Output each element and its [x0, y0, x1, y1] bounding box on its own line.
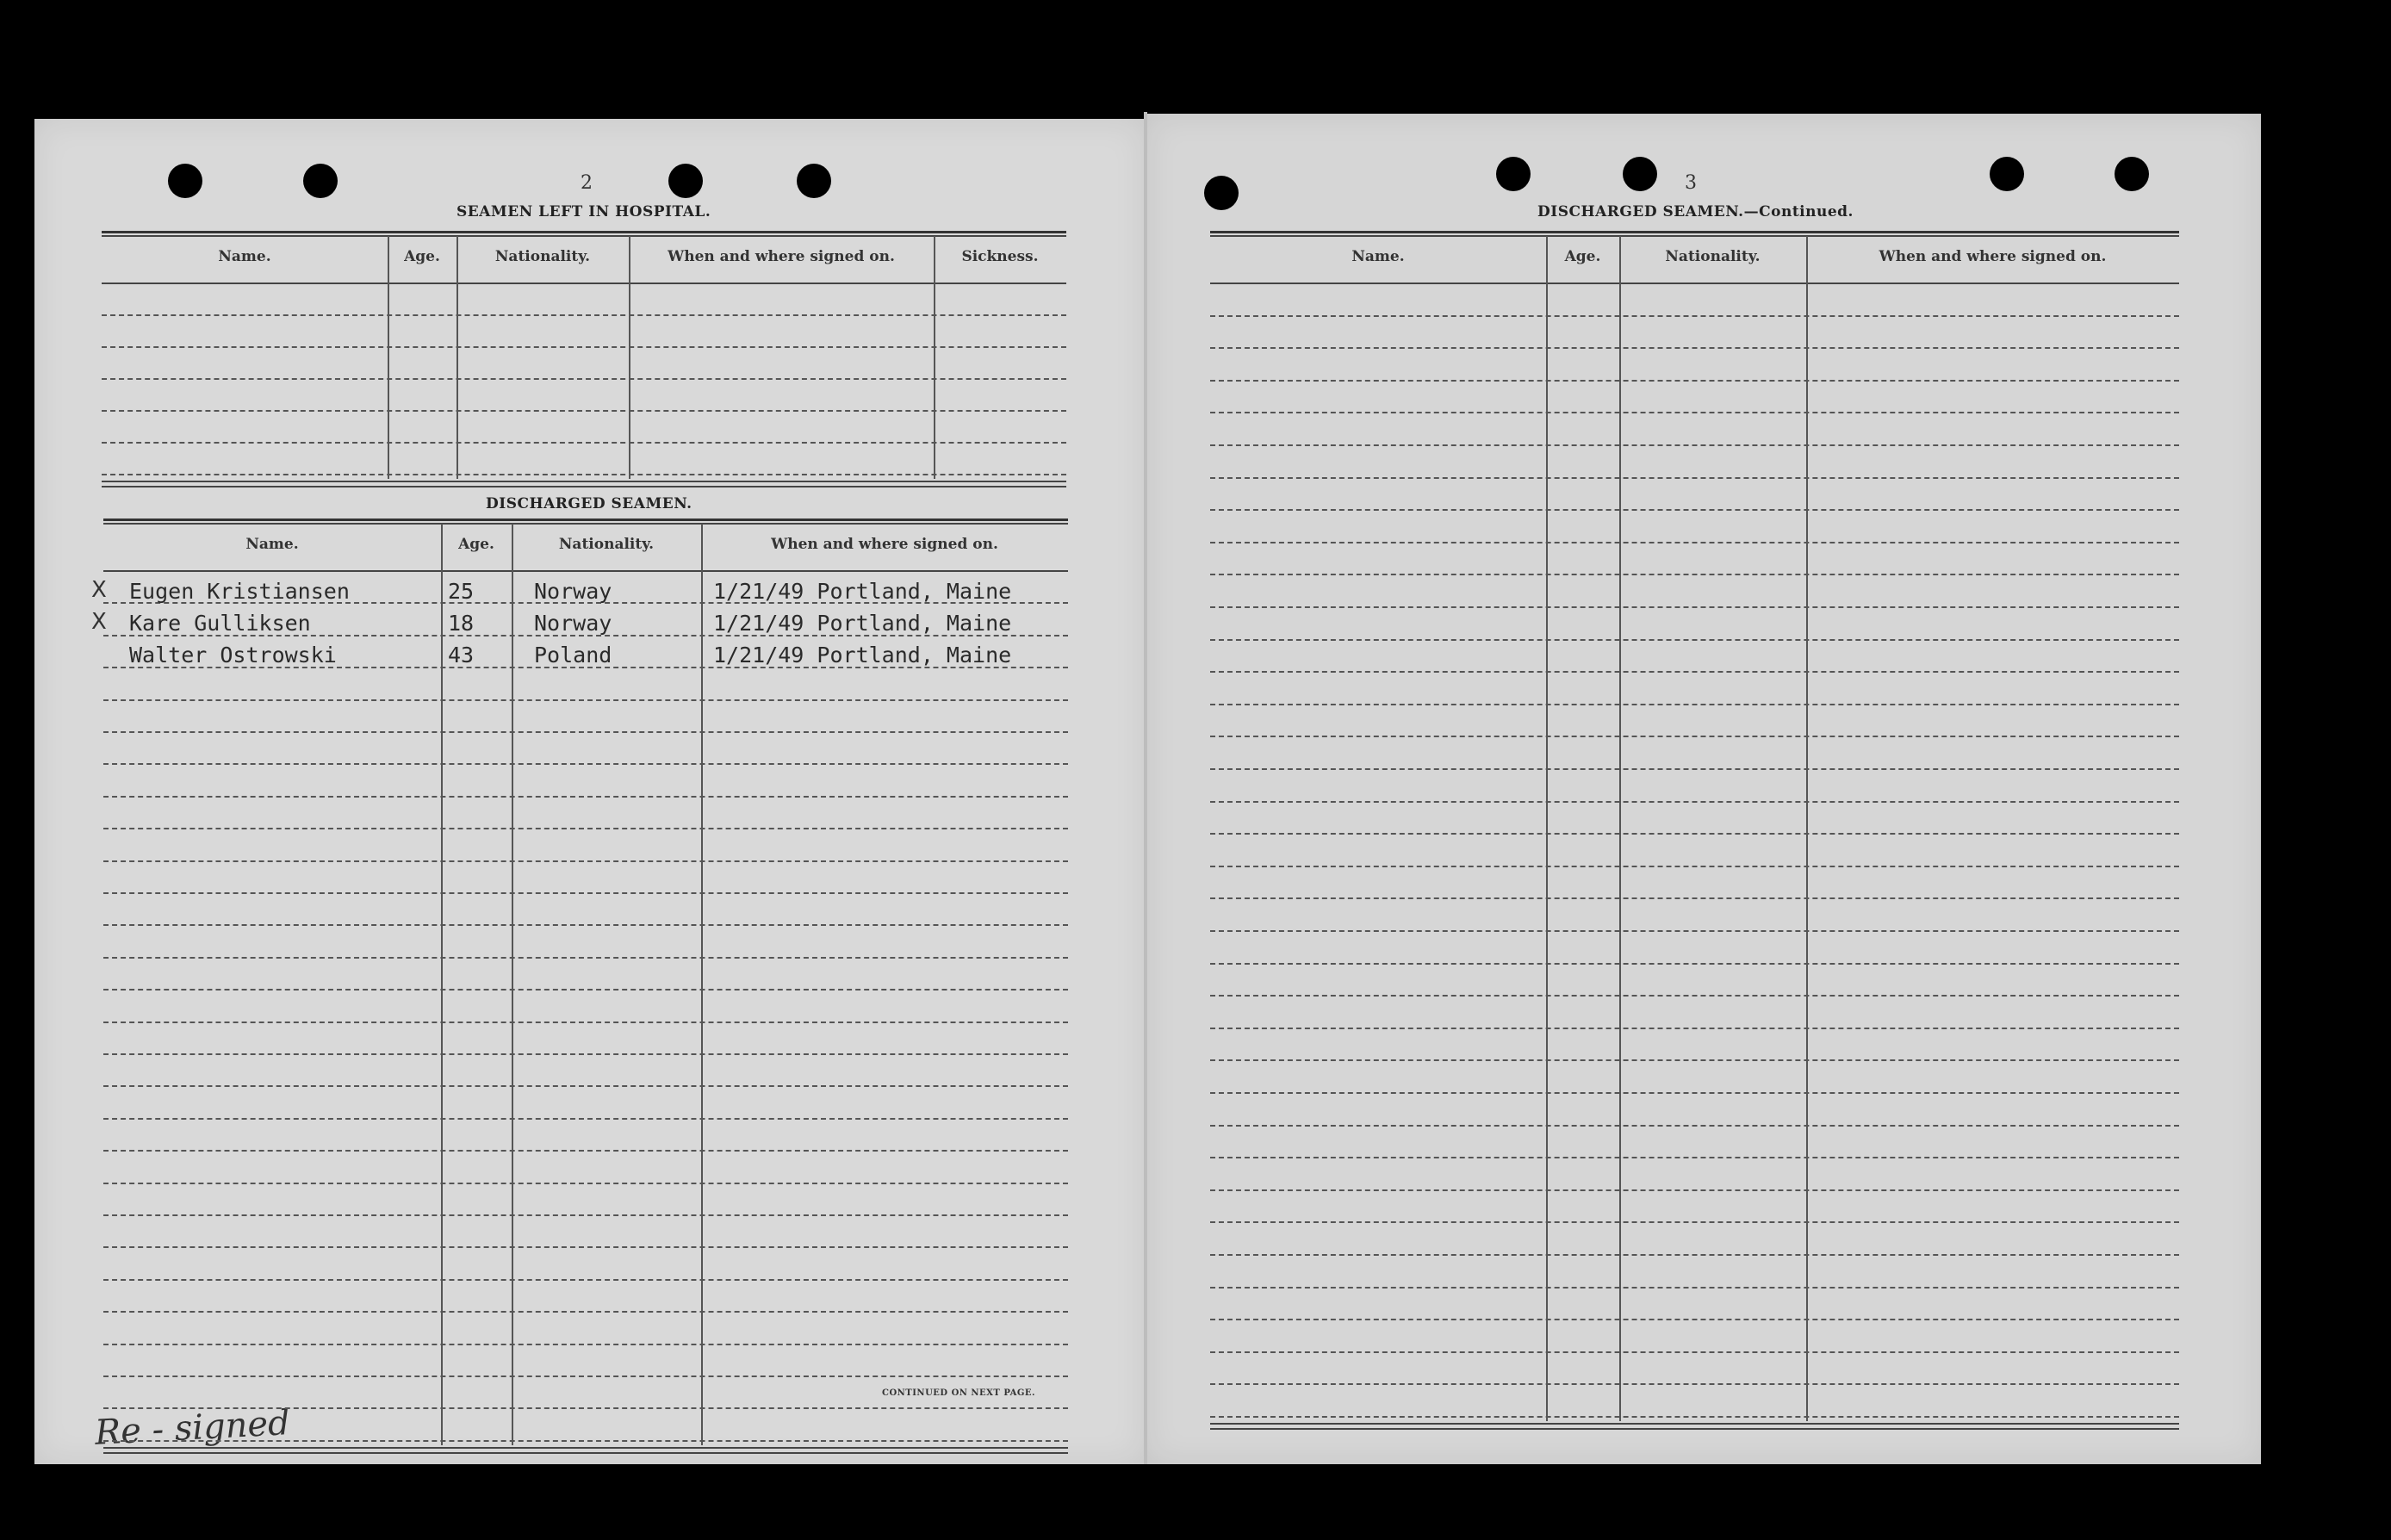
discharged-table-row-line [103, 1246, 1068, 1248]
punch-hole [668, 164, 703, 198]
discharged-continued-table-row-line [1210, 671, 2179, 673]
discharged-table-row-line [103, 1311, 1068, 1313]
discharged-table-top-rule [103, 519, 1068, 521]
discharged-continued-table-column-header: Name. [1351, 248, 1405, 265]
discharged-continued-table-column-header: When and where signed on. [1879, 248, 2107, 265]
discharged-continued-table-row-line [1210, 833, 2179, 835]
discharged-continued-table-column-divider [1619, 236, 1621, 1421]
seaman-nationality: Norway [534, 579, 612, 604]
discharged-continued-table-row-line [1210, 347, 2179, 349]
discharged-continued-table-row-line [1210, 509, 2179, 511]
hospital-table-bottom-rule [102, 486, 1066, 487]
discharged-continued-table-row-line [1210, 1287, 2179, 1289]
hospital-table-row-line [102, 442, 1066, 444]
discharge-check-mark: X [91, 577, 107, 603]
discharged-table-row-line [103, 1279, 1068, 1281]
discharged-continued-table-row-line [1210, 542, 2179, 543]
discharged-table-row-line [103, 731, 1068, 733]
discharged-continued-table-row-line [1210, 930, 2179, 932]
discharged-table-row-line [103, 699, 1068, 701]
discharged-table-bottom-rule [103, 1447, 1068, 1449]
discharged-table-row-line [103, 1118, 1068, 1120]
discharged-continued-table-row-line [1210, 380, 2179, 382]
punch-hole [2115, 157, 2149, 191]
handwritten-note: Re - signed [93, 1403, 291, 1453]
discharged-continued-table-row-line [1210, 315, 2179, 317]
hospital-table-row-line [102, 378, 1066, 380]
discharged-table-column-divider [441, 524, 443, 1445]
discharged-continued-table-row-line [1210, 1254, 2179, 1256]
discharged-table-row-line [103, 1053, 1068, 1055]
discharged-continued-table-row-line [1210, 1351, 2179, 1353]
discharged-continued-table-row-line [1210, 801, 2179, 803]
punch-hole [1623, 157, 1657, 191]
discharged-continued-table-column-header: Age. [1564, 248, 1601, 265]
discharged-table-row-line [103, 1214, 1068, 1216]
hospital-table-row-line [102, 410, 1066, 412]
discharged-continued-table-row-line [1210, 1028, 2179, 1029]
discharged-continued-table-row-line [1210, 736, 2179, 737]
discharged-table-row-line [103, 1183, 1068, 1184]
discharged-continued-table-row-line [1210, 1157, 2179, 1158]
hospital-table-column-header: Nationality. [494, 248, 591, 265]
discharged-continued-table-row-line [1210, 606, 2179, 608]
discharged-table-row-line [103, 1375, 1068, 1377]
discharged-table-column-divider [701, 524, 703, 1445]
hospital-table-column-header: Sickness. [961, 248, 1039, 265]
seaman-signed-on: 1/21/49 Portland, Maine [713, 611, 1012, 636]
discharged-continued-table-row-line [1210, 444, 2179, 446]
hospital-table-row-line [102, 474, 1066, 475]
discharged-table-row-line [103, 957, 1068, 959]
discharged-table-row-line [103, 1085, 1068, 1087]
seaman-signed-on: 1/21/49 Portland, Maine [713, 643, 1012, 668]
discharged-table-top-rule [103, 523, 1068, 525]
discharged-table-row-line [103, 924, 1068, 926]
discharged-continued-table-row-line [1210, 866, 2179, 867]
punch-hole [1990, 157, 2024, 191]
seaman-age: 18 [448, 611, 475, 636]
discharged-section-title: DISCHARGED SEAMEN. [486, 495, 692, 512]
discharged-continued-table-top-rule [1210, 231, 2179, 233]
discharged-continued-table-row-line [1210, 1221, 2179, 1223]
discharged-continued-table-row-line [1210, 995, 2179, 997]
hospital-table-top-rule [102, 235, 1066, 237]
discharged-continued-table-row-line [1210, 704, 2179, 705]
discharged-table-row-line [103, 1440, 1068, 1442]
discharged-continued-title: DISCHARGED SEAMEN.—Continued. [1537, 203, 1854, 220]
discharged-continued-table-row-line [1210, 1189, 2179, 1191]
left-page [34, 119, 1146, 1464]
discharged-continued-table-row-line [1210, 639, 2179, 641]
discharged-continued-table-row-line [1210, 477, 2179, 479]
hospital-table-column-header: Name. [218, 248, 271, 265]
discharged-continued-table-bottom-rule [1210, 1428, 2179, 1430]
discharged-continued-table-column-divider [1806, 236, 1808, 1421]
seaman-name: Walter Ostrowski [129, 643, 337, 668]
discharged-continued-table-row-line [1210, 1059, 2179, 1061]
seaman-age: 43 [448, 643, 475, 668]
discharged-table-row-line [103, 1407, 1068, 1409]
hospital-table-column-header: When and where signed on. [668, 248, 895, 265]
punch-hole [168, 164, 202, 198]
discharged-continued-table-bottom-rule [1210, 1423, 2179, 1425]
discharged-table-row-line [103, 1150, 1068, 1152]
punch-hole [1204, 176, 1239, 210]
discharged-table-column-header: Nationality. [558, 536, 655, 553]
discharged-continued-table-row-line [1210, 1125, 2179, 1127]
discharged-continued-table-column-header: Nationality. [1665, 248, 1761, 265]
discharged-continued-table-row-line [1210, 574, 2179, 575]
discharged-continued-table-row-line [1210, 1416, 2179, 1418]
hospital-table-top-rule [102, 231, 1066, 233]
discharged-continued-table-column-divider [1546, 236, 1548, 1421]
seaman-name: Kare Gulliksen [129, 611, 311, 636]
discharged-table-header-rule [103, 570, 1068, 572]
discharged-table-row-line [103, 828, 1068, 829]
discharged-table-row-line [103, 1344, 1068, 1345]
discharged-continued-table-row-line [1210, 897, 2179, 899]
seaman-nationality: Norway [534, 611, 612, 636]
discharged-table-column-header: Name. [245, 536, 299, 553]
discharged-continued-table-row-line [1210, 1383, 2179, 1385]
hospital-table-row-line [102, 346, 1066, 348]
discharged-continued-table-row-line [1210, 1319, 2179, 1320]
seaman-nationality: Poland [534, 643, 612, 668]
discharged-continued-table-header-rule [1210, 283, 2179, 284]
seaman-signed-on: 1/21/49 Portland, Maine [713, 579, 1012, 604]
page-number: 2 [581, 172, 593, 194]
discharged-table-column-divider [512, 524, 513, 1445]
discharged-table-column-header: Age. [458, 536, 494, 553]
discharged-table-bottom-rule [103, 1452, 1068, 1454]
punch-hole [797, 164, 831, 198]
discharged-continued-table-row-line [1210, 768, 2179, 770]
hospital-table-row-line [102, 314, 1066, 316]
discharged-table-row-line [103, 763, 1068, 765]
punch-hole [303, 164, 338, 198]
page-fold [1144, 112, 1147, 1464]
page-number: 3 [1685, 172, 1697, 194]
continued-note: CONTINUED ON NEXT PAGE. [882, 1388, 1036, 1398]
hospital-table-column-header: Age. [404, 248, 440, 265]
punch-hole [1496, 157, 1531, 191]
discharge-check-mark: X [91, 609, 107, 635]
hospital-table-bottom-rule [102, 481, 1066, 482]
discharged-continued-table-top-rule [1210, 235, 2179, 237]
discharged-continued-table-row-line [1210, 963, 2179, 965]
discharged-table-row-line [103, 860, 1068, 862]
discharged-table-column-header: When and where signed on. [771, 536, 998, 553]
discharged-table-row-line [103, 989, 1068, 990]
hospital-table-header-rule [102, 283, 1066, 284]
seaman-age: 25 [448, 579, 475, 604]
hospital-section-title: SEAMEN LEFT IN HOSPITAL. [456, 203, 711, 220]
seaman-name: Eugen Kristiansen [129, 579, 350, 604]
discharged-table-row-line [103, 796, 1068, 798]
discharged-continued-table-row-line [1210, 1092, 2179, 1094]
discharged-table-row-line [103, 892, 1068, 894]
discharged-continued-table-row-line [1210, 412, 2179, 413]
discharged-table-row-line [103, 1021, 1068, 1023]
